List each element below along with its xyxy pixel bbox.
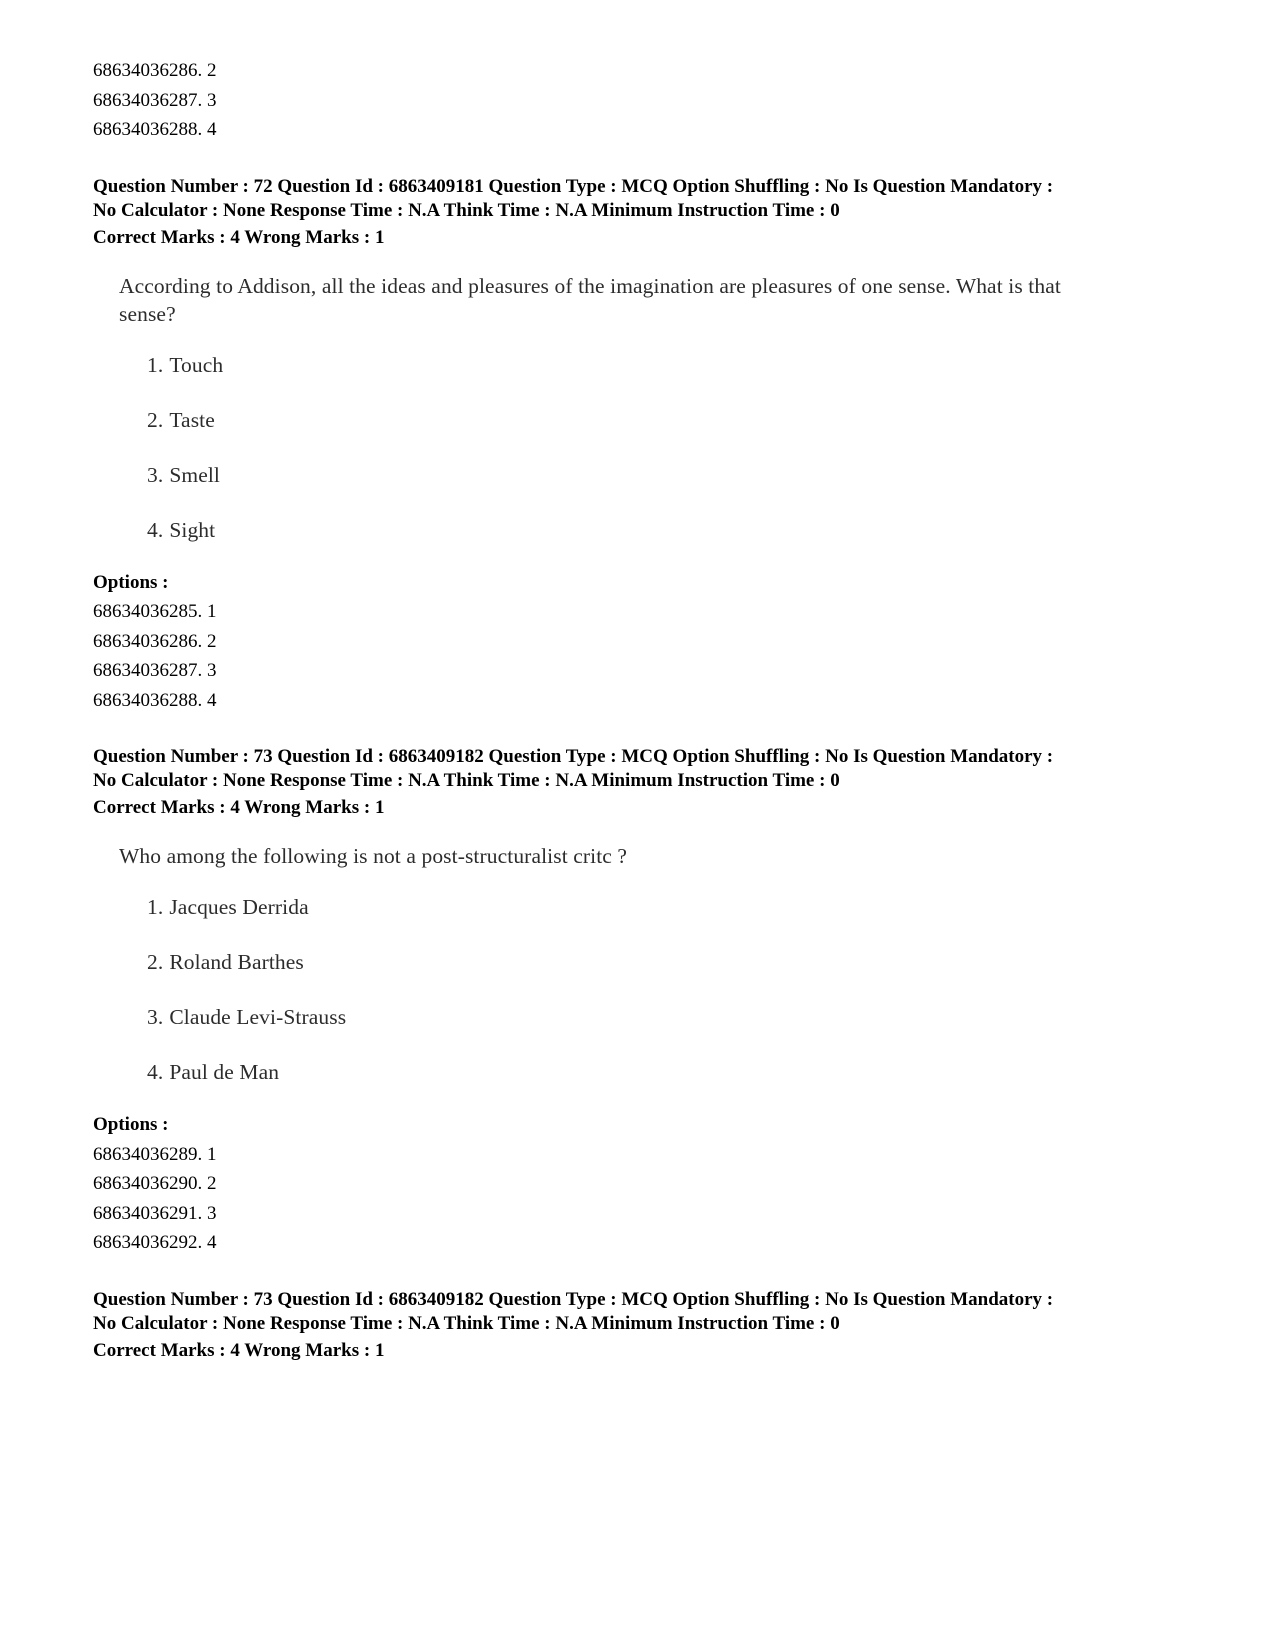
choice-item: 3. Smell bbox=[147, 462, 220, 487]
question-block bbox=[93, 745, 1203, 1258]
question-meta-line: No Calculator : None Response Time : N.A Think Time : N.A Minimum Instruction Time : 0 bbox=[93, 1312, 840, 1334]
question-marks-line: Correct Marks : 4 Wrong Marks : 1 bbox=[93, 1339, 385, 1361]
top-options-list bbox=[93, 56, 1203, 145]
option-line: 68634036288. 4 bbox=[93, 689, 217, 711]
question-marks-line: Correct Marks : 4 Wrong Marks : 1 bbox=[93, 797, 385, 818]
options-list bbox=[93, 1140, 1203, 1258]
option-line: 68634036292. 4 bbox=[93, 1232, 217, 1253]
question-meta-line: No Calculator : None Response Time : N.A Think Time : N.A Minimum Instruction Time : 0 bbox=[93, 770, 840, 791]
option-line: 68634036286. 2 bbox=[93, 60, 217, 81]
question-meta-line: Question Number : 73 Question Id : 6863409182 Question Type : MCQ Option Shuffling : No Is Question Mandatory : bbox=[93, 746, 1054, 767]
option-line: 68634036287. 3 bbox=[93, 660, 217, 681]
option-line: 68634036285. 1 bbox=[93, 601, 217, 622]
question-meta-line: Question Number : 73 Question Id : 6863409182 Question Type : MCQ Option Shuffling : No Is Question Mandatory : bbox=[93, 1288, 1054, 1310]
option-line: 68634036288. 4 bbox=[93, 119, 217, 140]
choice-item: 4. Sight bbox=[147, 517, 216, 542]
question-block bbox=[93, 1288, 1203, 1365]
option-line: 68634036290. 2 bbox=[93, 1173, 217, 1194]
question-stem: Who among the following is not a post-structuralist critc ? bbox=[119, 844, 628, 868]
question-image bbox=[119, 822, 1203, 1100]
option-line: 68634036291. 3 bbox=[93, 1202, 217, 1224]
option-line: 68634036287. 3 bbox=[93, 89, 217, 111]
document-page bbox=[93, 56, 1203, 1365]
question-meta-line: Question Number : 72 Question Id : 6863409181 Question Type : MCQ Option Shuffling : No Is Question Mandatory : bbox=[93, 175, 1054, 197]
option-line: 68634036286. 2 bbox=[93, 630, 217, 652]
choice-item: 3. Claude Levi-Strauss bbox=[147, 1005, 347, 1029]
option-line: 68634036289. 1 bbox=[93, 1143, 217, 1165]
choice-item: 1. Touch bbox=[147, 352, 224, 377]
choice-item: 2. Taste bbox=[147, 407, 215, 432]
options-list bbox=[93, 597, 1203, 715]
question-stem: According to Addison, all the ideas and pleasures of the imagination are pleasures of one sense. What is that sense? bbox=[119, 273, 1061, 326]
question-meta-line: No Calculator : None Response Time : N.A Think Time : N.A Minimum Instruction Time : 0 bbox=[93, 199, 840, 221]
question-choices bbox=[147, 328, 1203, 558]
choice-item: 1. Jacques Derrida bbox=[147, 895, 309, 919]
question-marks-line: Correct Marks : 4 Wrong Marks : 1 bbox=[93, 226, 385, 248]
options-label: Options : bbox=[93, 1114, 169, 1135]
choice-item: 4. Paul de Man bbox=[147, 1060, 280, 1084]
options-label: Options : bbox=[93, 571, 169, 593]
question-block bbox=[93, 175, 1203, 716]
question-image bbox=[119, 252, 1203, 558]
choice-item: 2. Roland Barthes bbox=[147, 950, 304, 974]
question-choices bbox=[147, 870, 1203, 1100]
